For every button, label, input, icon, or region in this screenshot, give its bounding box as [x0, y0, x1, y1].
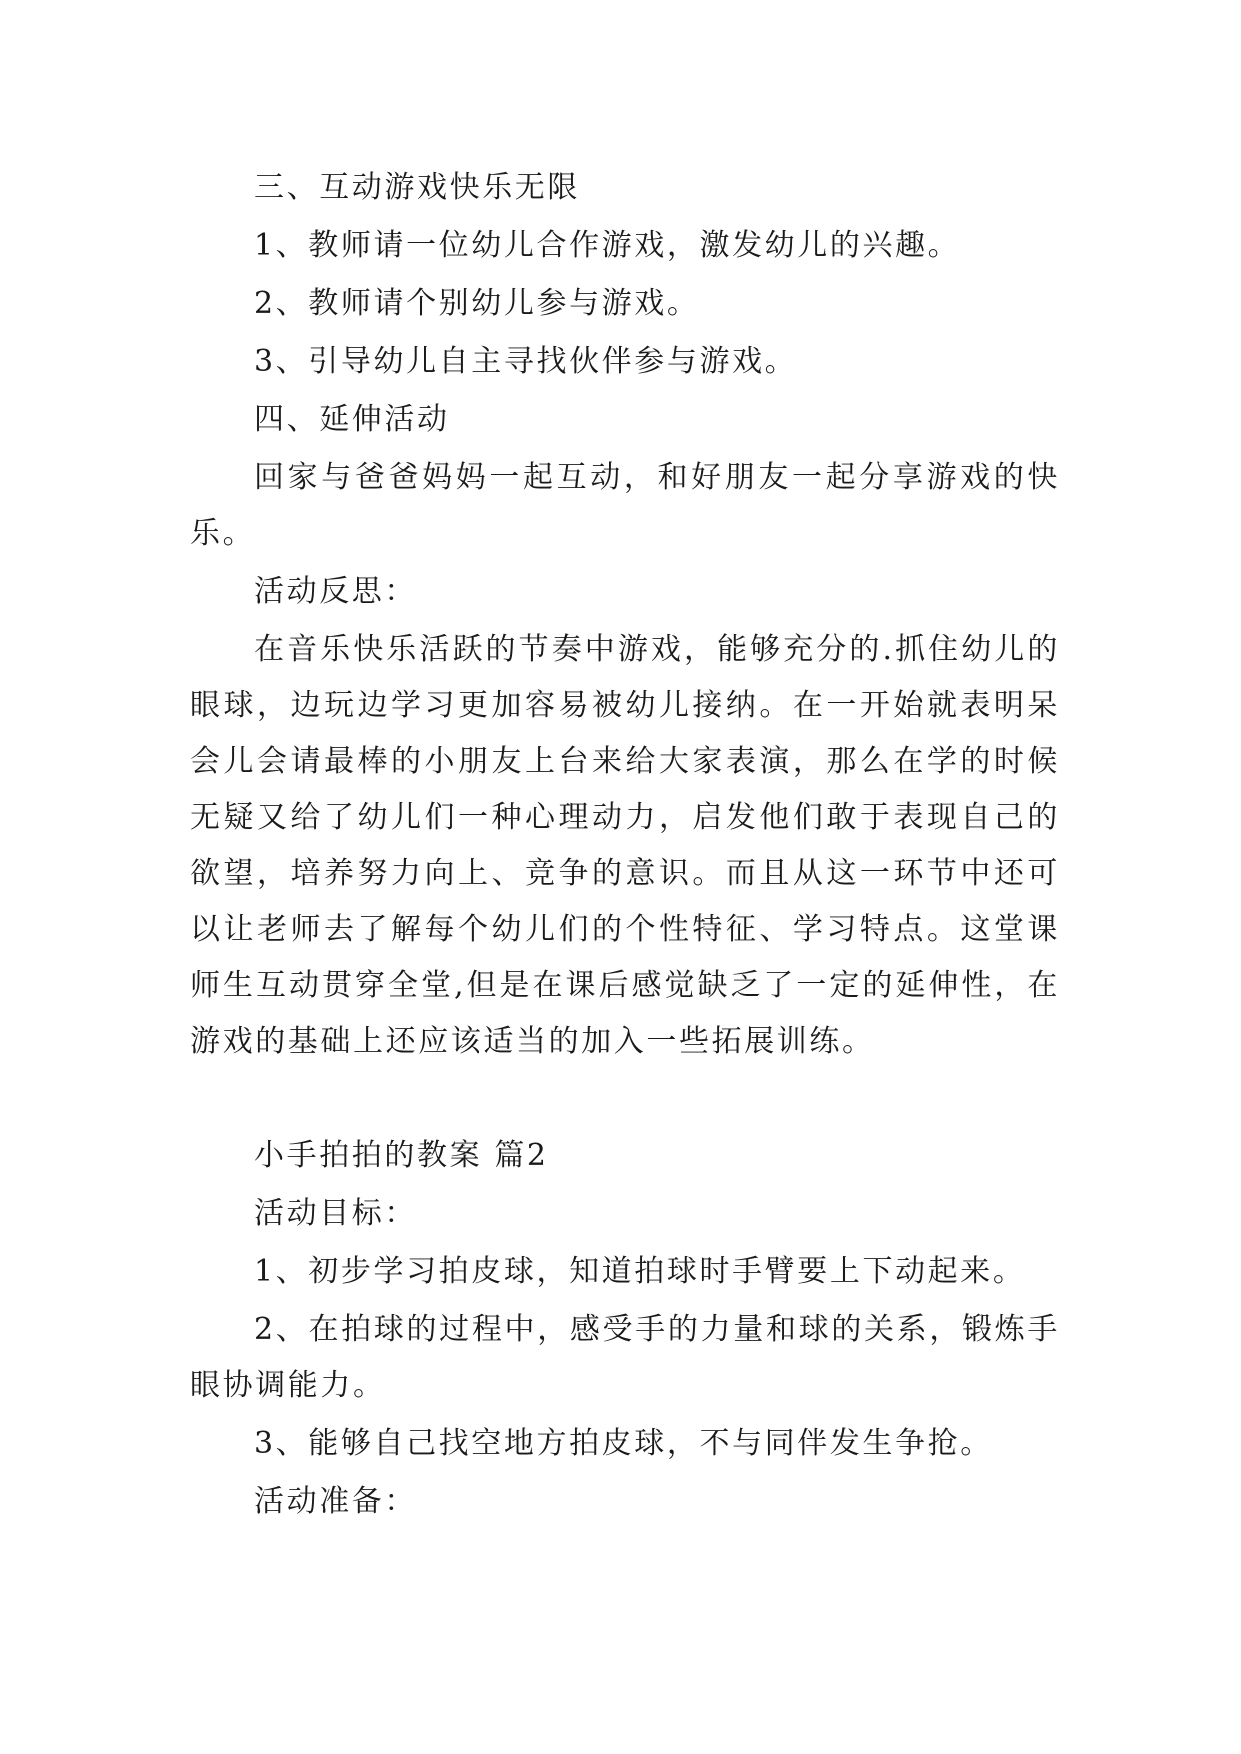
paragraph: 在音乐快乐活跃的节奏中游戏，能够充分的.抓住幼儿的眼球，边玩边学习更加容易被幼儿接纳。在一开始就表明呆会儿会请最棒的小朋友上台来给大家表演，那么在学的时候无疑又给了幼儿们一种心理动力，启发他们敢于表现自己的欲望，培养努力向上、竞争的意识。而且从这一环节中还可以让老师去了解每个幼儿们的个性特征、学习特点。这堂课师生互动贯穿全堂,但是在课后感觉缺乏了一定的延伸性，在游戏的基础上还应该适当的加入一些拓展训练。 — [190, 632, 1060, 1059]
section-heading: 三、互动游戏快乐无限 — [254, 170, 580, 205]
paragraph: 回家与爸爸妈妈一起互动，和好朋友一起分享游戏的快乐。 — [190, 460, 1060, 551]
list-item: 2、在拍球的过程中，感受手的力量和球的关系，锻炼手眼协调能力。 — [190, 1312, 1060, 1403]
list-item: 3、能够自己找空地方拍皮球，不与同伴发生争抢。 — [254, 1426, 993, 1461]
list-item: 1、初步学习拍皮球，知道拍球时手臂要上下动起来。 — [254, 1254, 1026, 1289]
list-item: 2、教师请个别幼儿参与游戏。 — [254, 286, 700, 321]
document-body — [190, 160, 1060, 1532]
section-heading: 活动反思： — [254, 574, 417, 609]
section-heading: 活动准备： — [254, 1484, 417, 1519]
list-item: 3、引导幼儿自主寻找伙伴参与游戏。 — [254, 344, 798, 379]
section-heading: 活动目标： — [254, 1196, 417, 1231]
lesson-title: 小手拍拍的教案 篇2 — [254, 1138, 549, 1173]
section-spacer — [190, 1072, 1060, 1128]
section-heading: 四、延伸活动 — [254, 402, 450, 437]
list-item: 1、教师请一位幼儿合作游戏，激发幼儿的兴趣。 — [254, 228, 961, 263]
